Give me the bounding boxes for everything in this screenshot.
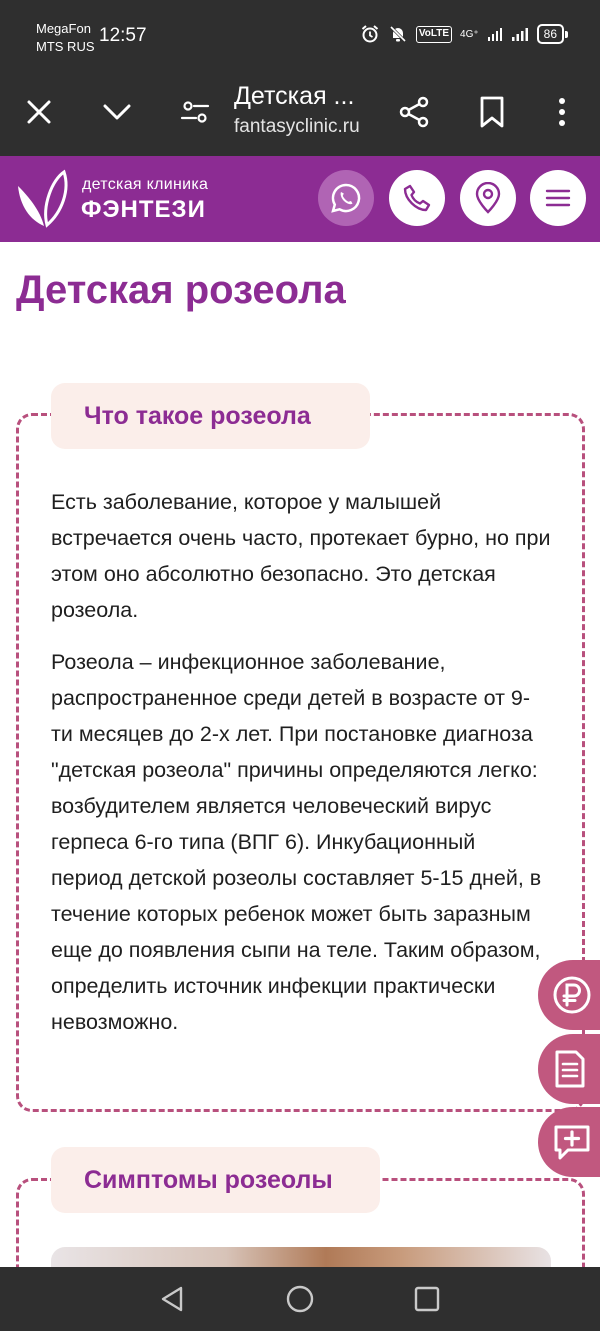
menu-icon	[545, 188, 571, 208]
status-icons	[360, 24, 564, 44]
home-icon	[285, 1284, 315, 1314]
recents-button[interactable]	[409, 1281, 445, 1317]
site-settings-button[interactable]	[173, 90, 217, 134]
phone-button[interactable]	[389, 170, 445, 226]
collapse-button[interactable]	[95, 90, 139, 134]
alarm-icon	[360, 24, 380, 44]
page-title-tab[interactable]: Детская ...	[234, 82, 355, 110]
chevron-down-icon	[102, 102, 132, 122]
battery-indicator: 86	[537, 24, 564, 44]
system-nav-bar	[0, 1267, 600, 1331]
documents-button[interactable]	[538, 1034, 600, 1104]
network-type: 4G⁺	[460, 28, 479, 40]
section-paragraph-1: Есть заболевание, которое у малышей встречается очень часто, протекает бурно, но при этом оно абсолютно безопасно. Это детская розеола.	[51, 490, 551, 622]
share-icon	[398, 96, 430, 128]
bookmark-icon	[479, 96, 505, 128]
carrier-2: MTS RUS	[36, 39, 95, 54]
more-options-button[interactable]	[540, 90, 584, 134]
clock: 12:57	[99, 25, 147, 46]
home-button[interactable]	[282, 1281, 318, 1317]
site-settings-icon	[180, 99, 210, 125]
section-heading-symptoms: Симптомы розеолы	[51, 1147, 380, 1213]
browser-toolbar	[0, 70, 600, 156]
back-icon	[159, 1285, 185, 1313]
carrier-1: MegaFon	[36, 21, 91, 36]
signal-icon-2	[511, 26, 529, 42]
whatsapp-icon	[330, 182, 362, 214]
signal-icon	[487, 26, 503, 42]
location-icon	[474, 182, 502, 214]
mute-bell-icon	[388, 24, 408, 44]
back-button[interactable]	[154, 1281, 190, 1317]
prices-button[interactable]	[538, 960, 600, 1030]
consultation-button[interactable]	[538, 1107, 600, 1177]
status-bar	[0, 0, 600, 70]
logo-subtitle: детская клиника	[82, 176, 209, 193]
whatsapp-button[interactable]	[318, 170, 374, 226]
bunny-ears-logo-icon	[14, 168, 72, 230]
close-icon	[26, 99, 52, 125]
section-heading-what-is: Что такое розеола	[51, 383, 370, 449]
section-paragraph-2: Розеола – инфекционное заболевание, распространенное среди детей в возрасте от 9-ти месяцев до 2-х лет. При постановке диагноза "детская розеола" причины определяются легко: возбудителем является человеческий вирус герпеса 6-го типа (ВПГ 6). Инкубационный период детской розеолы составляет 5-15 дней, в течение которых ребенок может быть заразным еще до появления сыпи на теле. Таким образом, определить источник инфекции практически невозможно.	[51, 650, 542, 1034]
bookmark-button[interactable]	[470, 90, 514, 134]
recents-icon	[414, 1286, 440, 1312]
page-url[interactable]: fantasyclinic.ru	[234, 116, 360, 137]
more-icon	[557, 97, 567, 127]
volte-badge: VoLTE	[416, 26, 452, 43]
page-heading: Детская розеола	[16, 268, 346, 312]
close-tab-button[interactable]	[17, 90, 61, 134]
logo[interactable]	[14, 168, 72, 234]
medical-chat-icon	[552, 1122, 592, 1162]
carriers	[36, 20, 95, 56]
menu-button[interactable]	[530, 170, 586, 226]
phone-icon	[402, 183, 432, 213]
logo-title: ФЭНТЕЗИ	[81, 196, 206, 223]
site-header	[0, 156, 600, 242]
ruble-icon	[552, 975, 592, 1015]
location-button[interactable]	[460, 170, 516, 226]
document-icon	[552, 1049, 588, 1089]
share-button[interactable]	[392, 90, 436, 134]
